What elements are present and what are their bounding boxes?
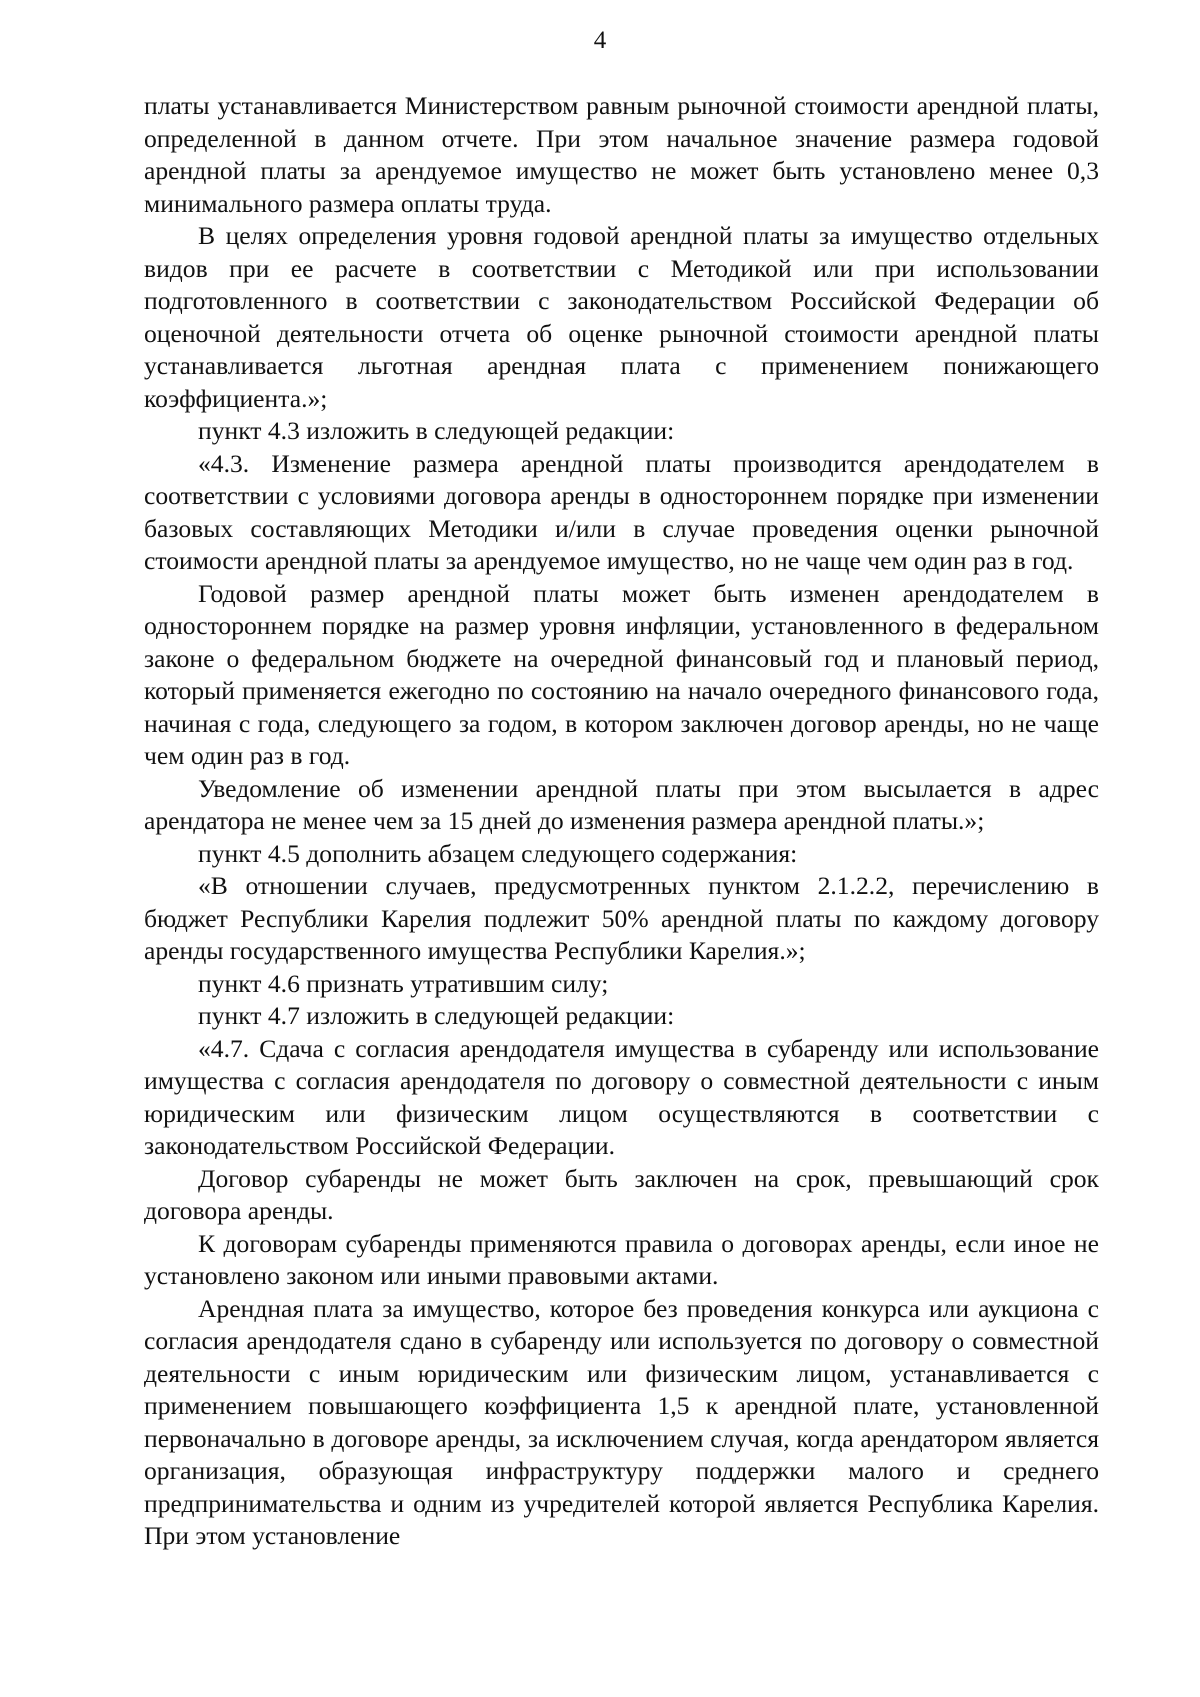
paragraph-clause-4-5-addition: «В отношении случаев, предусмотренных пунктом 2.1.2.2, перечислению в бюджет Республики Карелия подлежит 50% арендной платы по каждому договору аренды государственного имущества Республики Карелия.»; <box>144 871 1099 965</box>
paragraph-amendment-instruction: пункт 4.5 дополнить абзацем следующего содержания: <box>198 838 798 868</box>
paragraph-continuation: платы устанавливается Министерством равным рыночной стоимости арендной платы, определенной в данном отчете. При этом начальное значение размера годовой арендной платы за арендуемое имущество не может быть установлено менее 0,3 минимального размера оплаты труда. <box>144 91 1099 218</box>
paragraph: Уведомление об изменении арендной платы при этом высылается в адрес арендатора не менее чем за 15 дней до изменения размера арендной платы.»; <box>144 773 1099 835</box>
paragraph: Арендная плата за имущество, которое без проведения конкурса или аукциона с согласия арендодателя сдано в субаренду или используется по договору о совместной деятельности с иным юридическим или физическим лицом, устанавливается с применением повышающего коэффициента 1,5 к арендной плате, установленной первоначально в договоре аренды, за исключением случая, когда арендатором является организация, образующая инфраструктуру поддержки малого и среднего предпринимательства и одним из учредителей которой является Республика Карелия. При этом установление <box>144 1293 1099 1550</box>
paragraph-amendment-instruction: пункт 4.7 изложить в следующей редакции: <box>198 1001 675 1030</box>
document-body <box>144 90 1099 1553</box>
paragraph-amendment-instruction: пункт 4.6 признать утратившим силу; <box>198 968 609 998</box>
paragraph: Годовой размер арендной платы может быть изменен арендодателем в одностороннем порядке на размер уровня инфляции, установленного в федеральном законе о федеральном бюджете на очередной финансовый год и плановый период, который применяется ежегодно по состоянию на начало очередного финансового года, начиная с года, следующего за годом, в котором заключен договор аренды, но не чаще чем один раз в год. <box>144 578 1099 770</box>
paragraph-clause-4-3: «4.3. Изменение размера арендной платы производится арендодателем в соответствии с условиями договора аренды в одностороннем порядке при изменении базовых составляющих Методики и/или в случае проведения оценки рыночной стоимости арендной платы за арендуемое имущество, но не чаще чем один раз в год. <box>144 448 1099 575</box>
page-number: 4 <box>593 27 607 54</box>
paragraph: В целях определения уровня годовой арендной платы за имущество отдельных видов при ее расчете в соответствии с Методикой или при использовании подготовленного в соответствии с законодательством Российской Федерации об оценочной деятельности отчета об оценке рыночной стоимости арендной платы устанавливается льготная арендная плата с применением понижающего коэффициента.»; <box>144 221 1099 413</box>
paragraph: К договорам субаренды применяются правила о договорах аренды, если иное не установлено законом или иными правовыми актами. <box>144 1228 1099 1290</box>
paragraph: Договор субаренды не может быть заключен на срок, превышающий срок договора аренды. <box>144 1163 1099 1225</box>
paragraph-clause-4-7: «4.7. Сдача с согласия арендодателя имущества в субаренду или использование имущества с согласия арендодателя по договору о совместной деятельности с иным юридическим или физическим лицом осуществляются в соответствии с законодательством Российской Федерации. <box>144 1033 1099 1160</box>
paragraph-amendment-instruction: пункт 4.3 изложить в следующей редакции: <box>198 416 675 445</box>
